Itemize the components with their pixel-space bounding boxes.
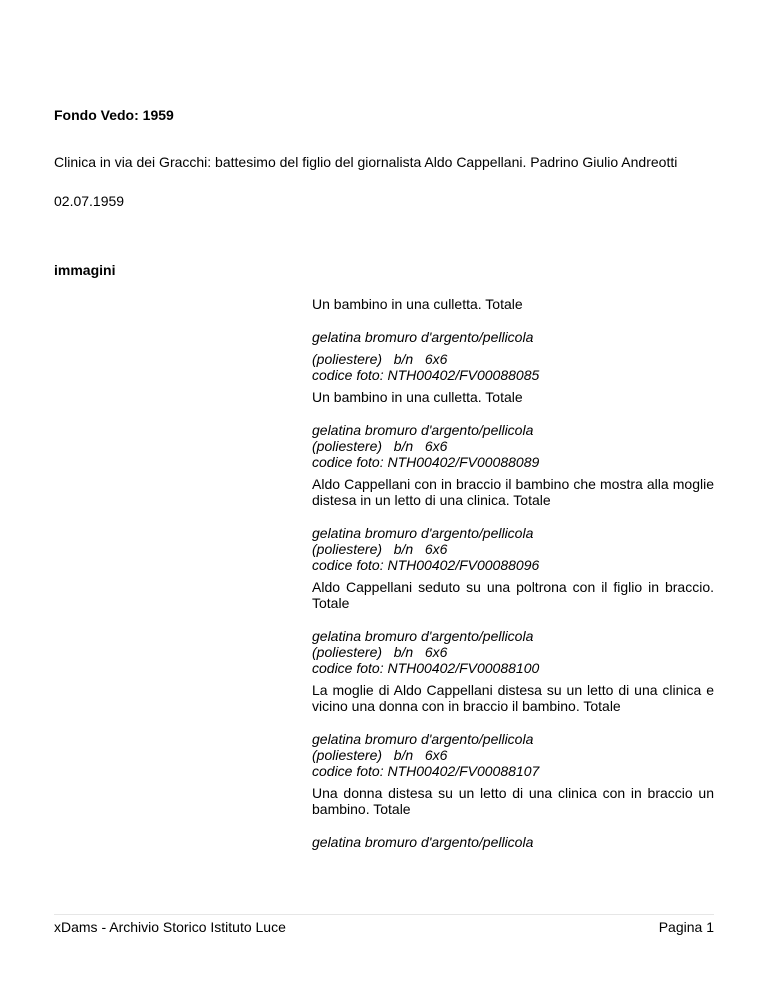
- image-code: codice foto: NTH00402/FV00088085: [312, 367, 540, 383]
- section-title-immagini: immagini: [54, 262, 116, 278]
- image-caption: Una donna distesa su un letto di una clinica con in braccio un bambino. Totale: [312, 785, 714, 817]
- image-support: (poliestere) b/n 6x6: [312, 351, 448, 367]
- image-material: gelatina bromuro d'argento/pellicola: [312, 422, 534, 438]
- image-code: codice foto: NTH00402/FV00088107: [312, 763, 540, 779]
- image-caption: Aldo Cappellani seduto su una poltrona con il figlio in braccio. Totale: [312, 579, 714, 611]
- record-date: 02.07.1959: [54, 193, 125, 209]
- image-support: (poliestere) b/n 6x6: [312, 644, 448, 660]
- image-support: (poliestere) b/n 6x6: [312, 541, 448, 557]
- footer-page-number: Pagina 1: [658, 919, 714, 935]
- image-material: gelatina bromuro d'argento/pellicola: [312, 834, 534, 850]
- footer-archive-name: xDams - Archivio Storico Istituto Luce: [54, 919, 286, 935]
- record-description: Clinica in via dei Gracchi: battesimo del figlio del giornalista Aldo Cappellani. Padrino Giulio Andreotti: [54, 154, 678, 170]
- list-item: [312, 296, 714, 383]
- image-code: codice foto: NTH00402/FV00088100: [312, 660, 540, 676]
- list-item: [312, 785, 714, 850]
- fondo-heading: Fondo Vedo: 1959: [54, 107, 174, 123]
- image-list: [312, 296, 714, 850]
- image-code: codice foto: NTH00402/FV00088089: [312, 454, 540, 470]
- image-material: gelatina bromuro d'argento/pellicola: [312, 329, 534, 345]
- image-support: (poliestere) b/n 6x6: [312, 747, 448, 763]
- list-item: [312, 389, 714, 470]
- page-footer: [54, 914, 714, 935]
- image-material: gelatina bromuro d'argento/pellicola: [312, 628, 534, 644]
- list-item: [312, 579, 714, 676]
- image-caption: Un bambino in una culletta. Totale: [312, 389, 523, 405]
- image-material: gelatina bromuro d'argento/pellicola: [312, 731, 534, 747]
- list-item: [312, 682, 714, 779]
- image-material: gelatina bromuro d'argento/pellicola: [312, 525, 534, 541]
- image-code: codice foto: NTH00402/FV00088096: [312, 557, 540, 573]
- image-caption: Un bambino in una culletta. Totale: [312, 296, 523, 312]
- list-item: [312, 476, 714, 573]
- image-support: (poliestere) b/n 6x6: [312, 438, 448, 454]
- image-caption: La moglie di Aldo Cappellani distesa su un letto di una clinica e vicino una donna con in braccio il bambino. Totale: [312, 682, 714, 714]
- image-caption: Aldo Cappellani con in braccio il bambino che mostra alla moglie distesa in un letto di una clinica. Totale: [312, 476, 714, 508]
